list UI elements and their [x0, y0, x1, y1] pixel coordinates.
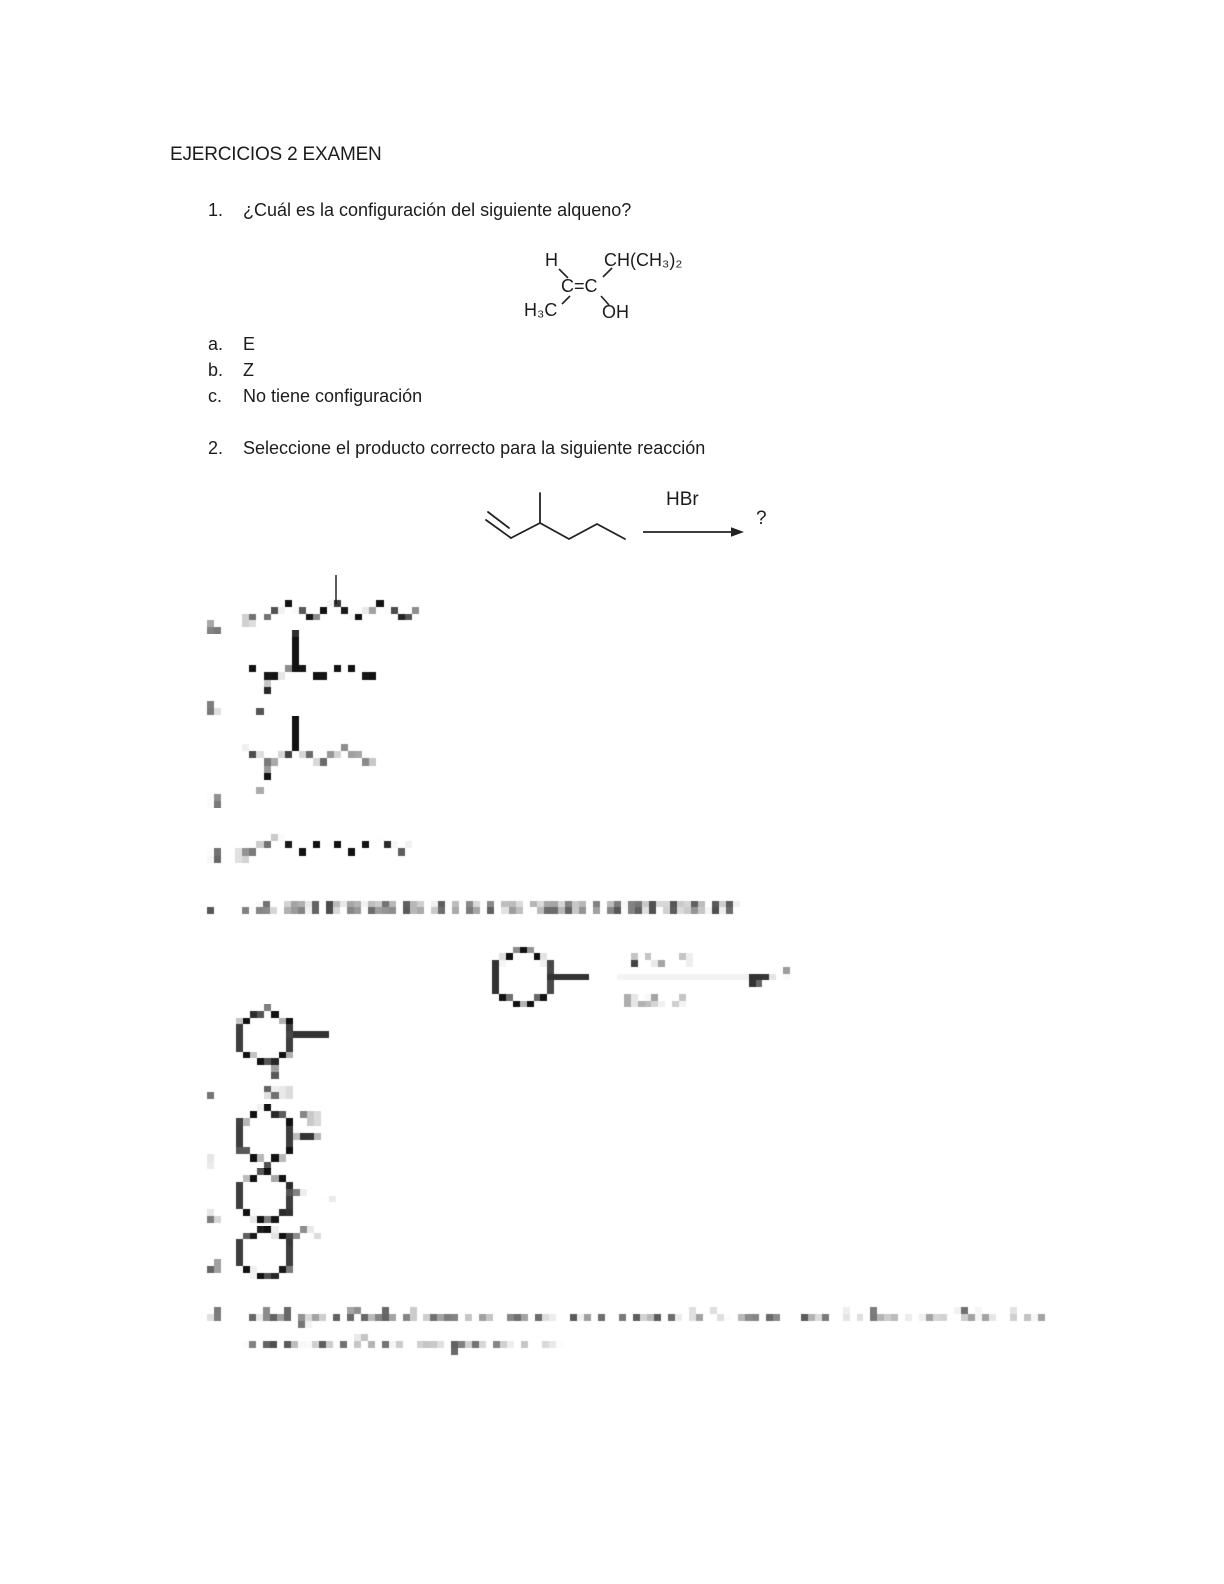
q3-option-a-structure — [200, 1004, 350, 1106]
q1-structure-label-h: H — [545, 250, 558, 270]
q2-option-c-structure — [200, 716, 440, 808]
q1-option-b-text: Z — [243, 360, 254, 380]
q1-option-c-text: No tiene configuración — [243, 386, 423, 406]
q3-option-c-structure — [200, 1168, 350, 1230]
q2-option-b-structure — [200, 630, 440, 722]
q1-option-a-label: a. — [208, 334, 224, 354]
q1-structure-label-methyl: H₃C — [524, 300, 558, 320]
q3-reaction-scheme — [478, 940, 818, 1014]
q1-option-a-text: E — [243, 334, 256, 354]
q3-option-d-structure — [200, 1226, 350, 1286]
q1-structure-label-oh: OH — [602, 302, 629, 322]
q1-structure-label-double-bond: C=C — [561, 276, 598, 296]
q2-reaction-product-placeholder: ? — [756, 508, 767, 529]
q4-question-blurred-text — [200, 1300, 1080, 1362]
q1-option-b-label: b. — [208, 360, 224, 380]
q2-number: 2. — [208, 438, 224, 458]
q1-number: 1. — [208, 200, 224, 220]
q2-text: Seleccione el producto correcto para la siguiente reacción — [243, 438, 706, 458]
page-title: EJERCICIOS 2 EXAMEN — [170, 144, 382, 165]
q1-text: ¿Cuál es la configuración del siguiente alqueno? — [243, 200, 632, 220]
q2-reaction-arrow — [643, 527, 744, 537]
q2-option-d-structure — [200, 798, 440, 870]
q1-option-c-label: c. — [208, 386, 223, 406]
q2-reaction-reagent: HBr — [666, 489, 699, 510]
q1-structure-label-isopropyl: CH(CH₃)₂ — [604, 250, 683, 270]
q2-option-a-structure — [200, 566, 440, 634]
q3-option-b-structure — [200, 1104, 350, 1176]
q2-reaction-skeleton — [486, 493, 625, 539]
q3-question-blurred-text — [200, 888, 810, 920]
